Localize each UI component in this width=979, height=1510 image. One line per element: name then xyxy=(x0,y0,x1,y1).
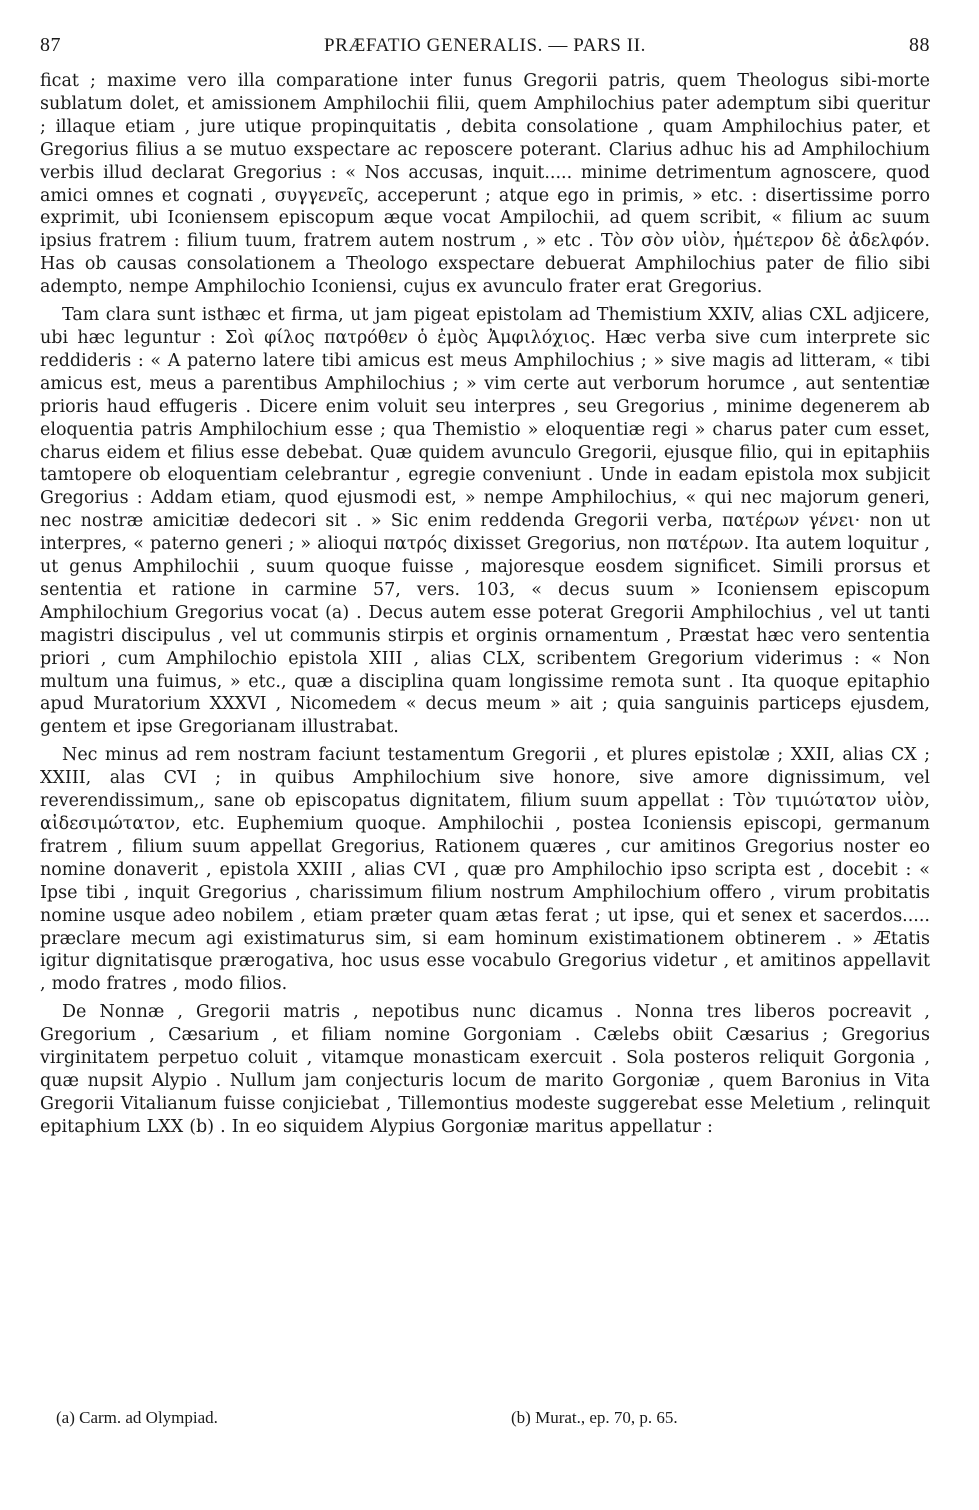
page-number-left: 87 xyxy=(40,34,61,56)
paragraph-1: ficat ; maxime vero illa comparatione inter funus Gregorii patris, quem Theologus sibi-morte sublatum dolet, et amissionem Amphilochii filii, quem Amphilochius pater ademptum sibi queritur ; illaque etiam , jure utique propinquitatis , debita consolatione , quam Amphilochius pater, et Gregorius filius a se mutuo exspectare ac reposcere poterant. Clarius adhuc his ad Amphilochium verbis illud declarat Gregorius : « Nos accusas, inquit..... minime detrimentum agnoscere, quod amici omnes et cognati , συγγενεῖς, acceperunt ; atque ego in primis, » etc. : disertissime porro exprimit, ubi Iconiensem episcopum æque vocat Ampilochii, ad quem scribit, « filium ac suum ipsius fratrem : filium tuum, fratrem autem nostrum , » etc . Τὸν σὸν υἱὸν, ἡμέτερον δὲ ἀδελφόν. Has ob causas consolationem a Theologo exspectare debuerat Amphilochius pater de filio sibi adempto, nempe Amphilochio Iconiensi, cujus ex avunculo frater erat Gregorius. xyxy=(40,71,930,298)
footnotes xyxy=(56,1408,916,1428)
running-title: PRÆFATIO GENERALIS. — PARS II. xyxy=(323,35,647,56)
footnote-a: (a) Carm. ad Olympiad. xyxy=(56,1408,218,1427)
paragraph-2: Tam clara sunt isthæc et firma, ut jam pigeat epistolam ad Themistium XXIV, alias CXL adjicere, ubi hæc leguntur : Σοὶ φίλος πατρόθεν ὁ ἐμὸς Ἀμφιλόχιος. Hæc verba sive cum interprete sic reddideris : « A paterno latere tibi amicus est meus Amphilochius ; » sive magis ad litteram, « tibi amicus est, meus a parentibus Amphilochius ; » vim certe aut verborum horumce , aut sententiæ prioris haud effugeris . Dicere enim voluit seu interpres , seu Gregorius , minime degenerem ab eloquentia patris Amphilochium esse ; qua Themistio » eloquentiæ regi » charus pater cum esset, charus eidem et filius esse debebat. Quæ quidem avunculo Gregorii, ejusque filio, qui in epitaphiis tamtopere ob eloquentiam celebrantur , egregie conveniunt . Unde in eadam epistola mox subjicit Gregorius : Addam etiam, quod ejusmodi est, » nempe Amphilochius, « qui nec majorum generi, nec nostræ amicitiæ dedecori sit . » Sic enim reddenda Gregorii verba, πατέρων γένει· non ut interpres, « paterno generi ; » alioqui πατρός dixisset Gregorius, non πατέρων. Ita autem loquitur , ut genus Amphilochii , suum quoque fuisse , majoresque eosdem significet. Simili prorsus et sententia et ratione in carmine 57, vers. 103, « decus suum » Iconiensem episcopum Amphilochium Gregorius vocat (a) . Decus autem esse poterat Gregorii Amphilochius , vel ut tanti magistri discipulus , vel ut communis stirpis et orginis ornamentum , Præstat hæc vero sententia priori , cum Amphilochio epistola XIII , alias CLX, scribentem Gregorium viderimus : « Non multum una fuimus, » etc., quæ a disciplina quam longissime remota sunt . Ita quoque epitaphio apud Muratorium XXXVI , Nicomedem « decus meum » ait ; quia sanguinis particeps ejusdem, gentem et ipse Gregorianam illustrabat. xyxy=(40,305,930,738)
body-text xyxy=(40,70,930,1139)
footnote-b: (b) Murat., ep. 70, p. 65. xyxy=(511,1408,678,1427)
page-number-right: 88 xyxy=(908,34,930,56)
paragraph-4: De Nonnæ , Gregorii matris , nepotibus nunc dicamus . Nonna tres liberos pocreavit , Gregorium , Cæsarium , et filiam nomine Gorgoniam . Cælebs obiit Cæsarius ; Gregorius virginitatem perpetuo coluit , vitamque monasticam exercuit . Sola posteros reliquit Gorgonia , quæ nupsit Alypio . Nullum jam conjecturis locum de marito Gorgoniæ , quem Baronius in Vita Gregorii Vitalianum fuisse conjiciebat , Tillemontius modeste suggerebat esse Meletium , relinquit epitaphium LXX (b) . In eo siquidem Alypius Gorgoniæ maritus appellatur : xyxy=(40,1002,930,1137)
page xyxy=(40,34,930,1144)
running-head xyxy=(40,34,930,64)
paragraph-3: Nec minus ad rem nostram faciunt testamentum Gregorii , et plures epistolæ ; XXII, alias CX ; XXIII, alas CVI ; in quibus Amphilochium sive honore, sive amore dignissimum, vel reverendissimum,, sane ob episcopatus dignitatem, filium suum appellat : Τὸν τιμιώτατον υἱὸν, αἰδεσιμώτατον, etc. Euphemium quoque. Amphilochii , postea Iconiensis episcopi, germanum fratrem , filium suum appellat Gregorius, Rationem quæres , cur amitinos Gregorius noster eo nomine donaverit , epistola XXIII , alias CVI , quæ pro Amphilochio ipso scripta est , docebit : « Ipse tibi , inquit Gregorius , charissimum filium nostrum Amphilochium offero , virum probitatis nomine usque adeo nobilem , etiam præter quam ætas ferat ; ut ipse, qui et senex et sacerdos..... præclare mecum agi existimaturus sim, si eam hominum existimationem obtinerem . » Ætatis igitur dignitatisque prærogativa, hoc usus esse vocabulo Gregorius videtur , et amitinos appellavit , modo fratres , modo filios. xyxy=(40,745,930,995)
